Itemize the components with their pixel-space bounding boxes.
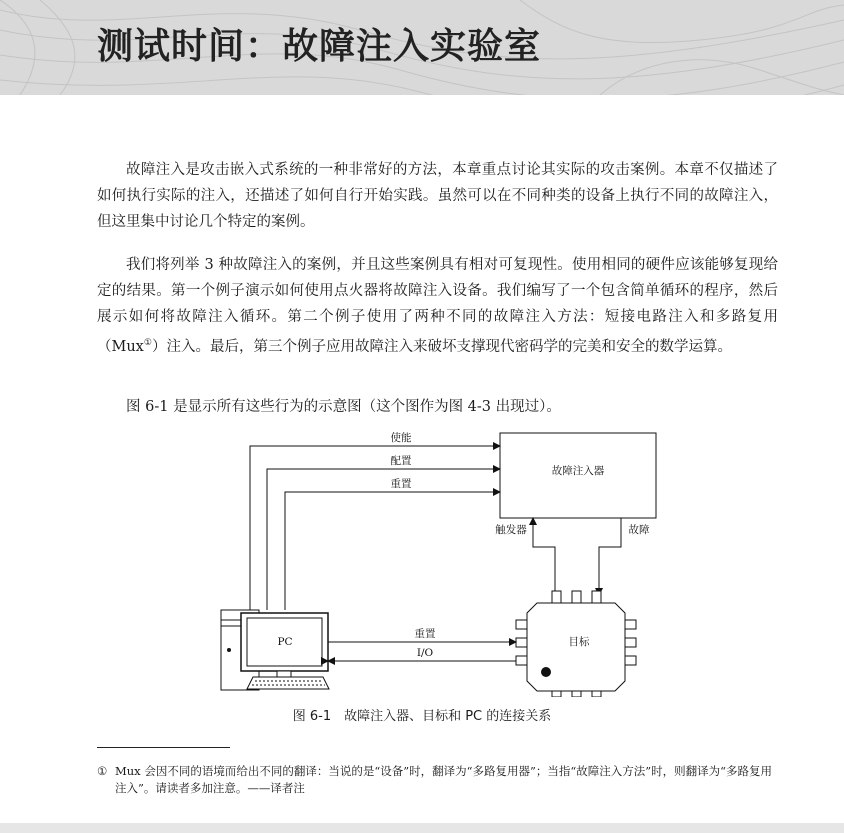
paragraph-2-tail: ）注入。最后，第三个例子应用故障注入来破坏支撑现代密码学的完美和安全的数学运算。 bbox=[151, 338, 732, 355]
page-bottom-strip bbox=[0, 823, 844, 833]
figure-caption: 图 6-1 故障注入器、目标和 PC 的连接关系 bbox=[292, 709, 552, 724]
paragraph-2 bbox=[97, 252, 778, 360]
enable-label: 使能 bbox=[390, 432, 412, 444]
enable-line bbox=[250, 446, 500, 610]
reset-label-top: 重置 bbox=[390, 478, 412, 490]
footnote-mark: ① bbox=[97, 764, 108, 778]
config-line bbox=[267, 469, 500, 610]
glitch-line bbox=[599, 518, 621, 595]
glitch-label: 故障 bbox=[628, 524, 650, 536]
mux-term: Mux bbox=[111, 338, 144, 355]
keyboard-icon bbox=[247, 677, 329, 689]
config-label: 配置 bbox=[390, 455, 412, 467]
footnote-text: Mux 会因不同的语境而给出不同的翻译：当说的是“设备”时，翻译为“多路复用器”；当指“故障注入方法”时，则翻译为“多路复用注入”。请读者多加注意。——译者注 bbox=[115, 764, 772, 795]
chapter-title: 测试时间：故障注入实验室 bbox=[97, 26, 542, 67]
fault-injector-label: 故障注入器 bbox=[551, 465, 605, 477]
footnote-reference[interactable]: ① bbox=[143, 338, 152, 348]
target-label: 目标 bbox=[568, 636, 590, 648]
trigger-label: 触发器 bbox=[495, 524, 527, 536]
trigger-line bbox=[533, 518, 555, 595]
io-label: I/O bbox=[416, 647, 434, 659]
chapter-banner bbox=[0, 0, 844, 95]
footnote-divider bbox=[97, 747, 230, 748]
reset-label-bottom: 重置 bbox=[414, 628, 436, 640]
paragraph-1: 故障注入是攻击嵌入式系统的一种非常好的方法，本章重点讨论其实际的攻击案例。本章不仅描述了如何执行实际的注入，还描述了如何自行开始实践。虽然可以在不同种类的设备上执行不同的故障注入，但这里集中讨论几个特定的案例。 bbox=[97, 162, 778, 230]
pc-label: PC bbox=[277, 636, 293, 648]
figure-6-1 bbox=[215, 425, 665, 697]
reset-line-top bbox=[285, 492, 500, 610]
paragraph-2-text: 我们将列举 3 种故障注入的案例，并且这些案例具有相对可复现性。使用相同的硬件应该能够复现给定的结果。第一个例子演示如何使用点火器将故障注入设备。我们编写了一个包含简单循环的程序，然后展示如何将故障注入循环。第二个例子使用了两种不同的故障注入方法：短接电路注入和多路复用（ bbox=[97, 257, 778, 355]
footnote bbox=[97, 763, 782, 797]
paragraph-3: 图 6-1 是显示所有这些行为的示意图（这个图作为图 4-3 出现过）。 bbox=[126, 399, 561, 415]
